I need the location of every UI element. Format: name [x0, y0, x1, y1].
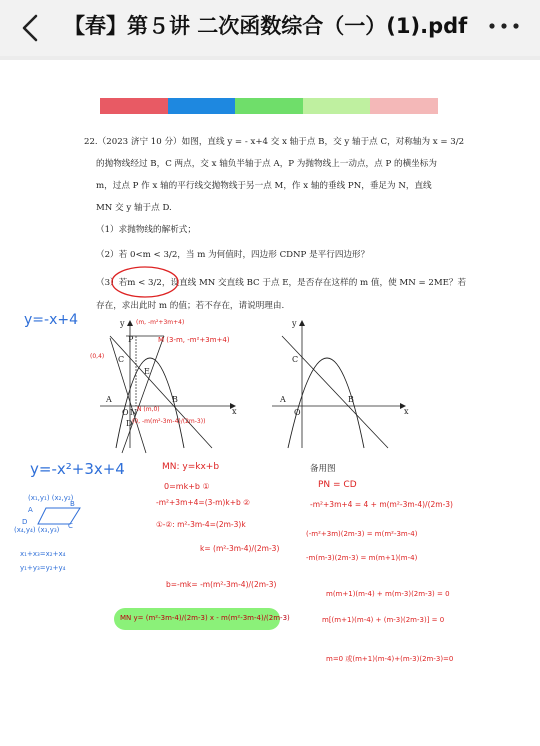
- question-line-1: 22.（2023 济宁 10 分）如图，直线 y = - x+4 交 x 轴于点 B，交 y 轴于点 C，对称轴为 x = 3/2: [84, 137, 465, 147]
- spare-figure: [268, 318, 418, 458]
- parallelogram-rule-x: x₁+x₃=x₂+x₄: [20, 550, 66, 558]
- mn-final-equation: MN y= (m²-3m-4)/(2m-3) x - m(m²-3m-4)/(2m-3): [120, 614, 290, 622]
- para-label-b: B: [70, 500, 75, 508]
- svg-text:B: B: [172, 395, 178, 404]
- app-header: [0, 0, 540, 56]
- question-line-4: MN 交 y 轴于点 D.: [96, 203, 172, 213]
- mn-eq-2: -m²+3m+4=(3-m)k+b ②: [156, 498, 250, 507]
- svg-text:C: C: [118, 355, 125, 364]
- svg-text:(m, -m²+3m+4): (m, -m²+3m+4): [136, 319, 185, 326]
- pdf-page[interactable]: [0, 60, 540, 746]
- color-strip-red: [100, 98, 168, 114]
- more-horizontal-icon[interactable]: [487, 16, 521, 36]
- svg-text:(0, -m(m²-3m-4)/(2m-3)): (0, -m(m²-3m-4)/(2m-3)): [132, 418, 206, 425]
- spare-figure-label: 备用图: [310, 464, 336, 474]
- para-label-c: C: [68, 522, 73, 530]
- step-5: m=0 或(m+1)(m-4)+(m-3)(2m-3)=0: [326, 655, 454, 663]
- svg-text:x: x: [404, 407, 409, 416]
- question-part-2: （2）若 0<m < 3/2，当 m 为何值时，四边形 CDNP 是平行四边形？: [96, 250, 370, 260]
- svg-text:(0,4): (0,4): [90, 353, 105, 360]
- svg-text:y: y: [120, 319, 125, 328]
- svg-text:C: C: [292, 355, 299, 364]
- svg-text:y: y: [292, 319, 297, 328]
- handwritten-line-equation: y=-x+4: [24, 312, 78, 328]
- color-strip-pink: [370, 98, 438, 114]
- para-label-d: D: [22, 518, 28, 526]
- pn-cd: PN = CD: [318, 480, 357, 490]
- question-part-1: （1）求抛物线的解析式；: [96, 225, 196, 235]
- svg-text:O: O: [294, 408, 301, 417]
- svg-text:N (m,0): N (m,0): [137, 406, 160, 413]
- handwritten-parabola: y=-x²+3x+4: [30, 460, 125, 478]
- svg-text:N: N: [130, 408, 137, 417]
- color-strip: [100, 98, 438, 114]
- step-4: m[(m+1)(m-4) + (m-3)(2m-3)] = 0: [322, 616, 445, 624]
- step-2: -m(m-3)(2m-3) = m(m+1)(m-4): [306, 554, 418, 562]
- red-circle-annotation: [110, 265, 180, 299]
- k-equation: k= (m²-3m-4)/(2m-3): [200, 544, 280, 553]
- main-figure: [80, 318, 250, 458]
- question-line-2: 的抛物线经过 B，C 两点，交 x 轴负半轴于点 A，P 为抛物线上一动点，点 P 的横坐标为: [96, 159, 437, 169]
- svg-text:O: O: [122, 408, 129, 417]
- step-1: (-m²+3m)(2m-3) = m(m²-3m-4): [306, 530, 418, 538]
- mn-eq-1: 0=mk+b ①: [164, 482, 210, 491]
- chevron-left-icon[interactable]: [18, 12, 46, 44]
- color-strip-lightgreen: [303, 98, 371, 114]
- svg-text:x: x: [232, 407, 237, 416]
- mn-title: MN: y=kx+b: [162, 462, 220, 472]
- para-label-a: A: [28, 506, 33, 514]
- svg-text:A: A: [106, 395, 112, 404]
- color-strip-blue: [168, 98, 236, 114]
- document-title: 【春】第５讲 二次函数综合（一）(1).pdf: [64, 14, 468, 38]
- question-part-3a: （3）若m < 3/2，设直线 MN 交直线 BC 于点 E，是否存在这样的 m 值，使 MN = 2ME？若: [96, 278, 467, 288]
- svg-text:P: P: [128, 335, 134, 344]
- parallelogram-bottom-coords: (x₄,y₄) (x₃,y₃): [14, 526, 60, 534]
- pn-equation: -m²+3m+4 = 4 + m(m²-3m-4)/(2m-3): [310, 500, 453, 509]
- svg-text:A: A: [280, 395, 286, 404]
- b-equation: b=-mk= -m(m²-3m-4)/(2m-3): [166, 580, 277, 589]
- step-3: m(m+1)(m-4) + m(m-3)(2m-3) = 0: [326, 590, 450, 598]
- svg-text:D: D: [126, 419, 133, 428]
- parallelogram-sketch: [36, 506, 82, 526]
- svg-text:M (3-m, -m²+3m+4): M (3-m, -m²+3m+4): [158, 336, 230, 344]
- question-part-3b: 存在，求出此时 m 的值；若不存在，请说明理由.: [96, 301, 285, 311]
- question-line-3: m，过点 P 作 x 轴的平行线交抛物线于另一点 M，作 x 轴的垂线 PN，垂足为 N，直线: [96, 181, 432, 191]
- parallelogram-top-coords: (x₁,y₁) (x₂,y₂): [28, 494, 74, 502]
- color-strip-green: [235, 98, 303, 114]
- mn-eq-3: ①-②: m²-3m-4=(2m-3)k: [156, 520, 246, 529]
- svg-text:E: E: [144, 367, 150, 376]
- parallelogram-rule-y: y₁+y₃=y₂+y₄: [20, 564, 66, 572]
- svg-text:B: B: [348, 395, 354, 404]
